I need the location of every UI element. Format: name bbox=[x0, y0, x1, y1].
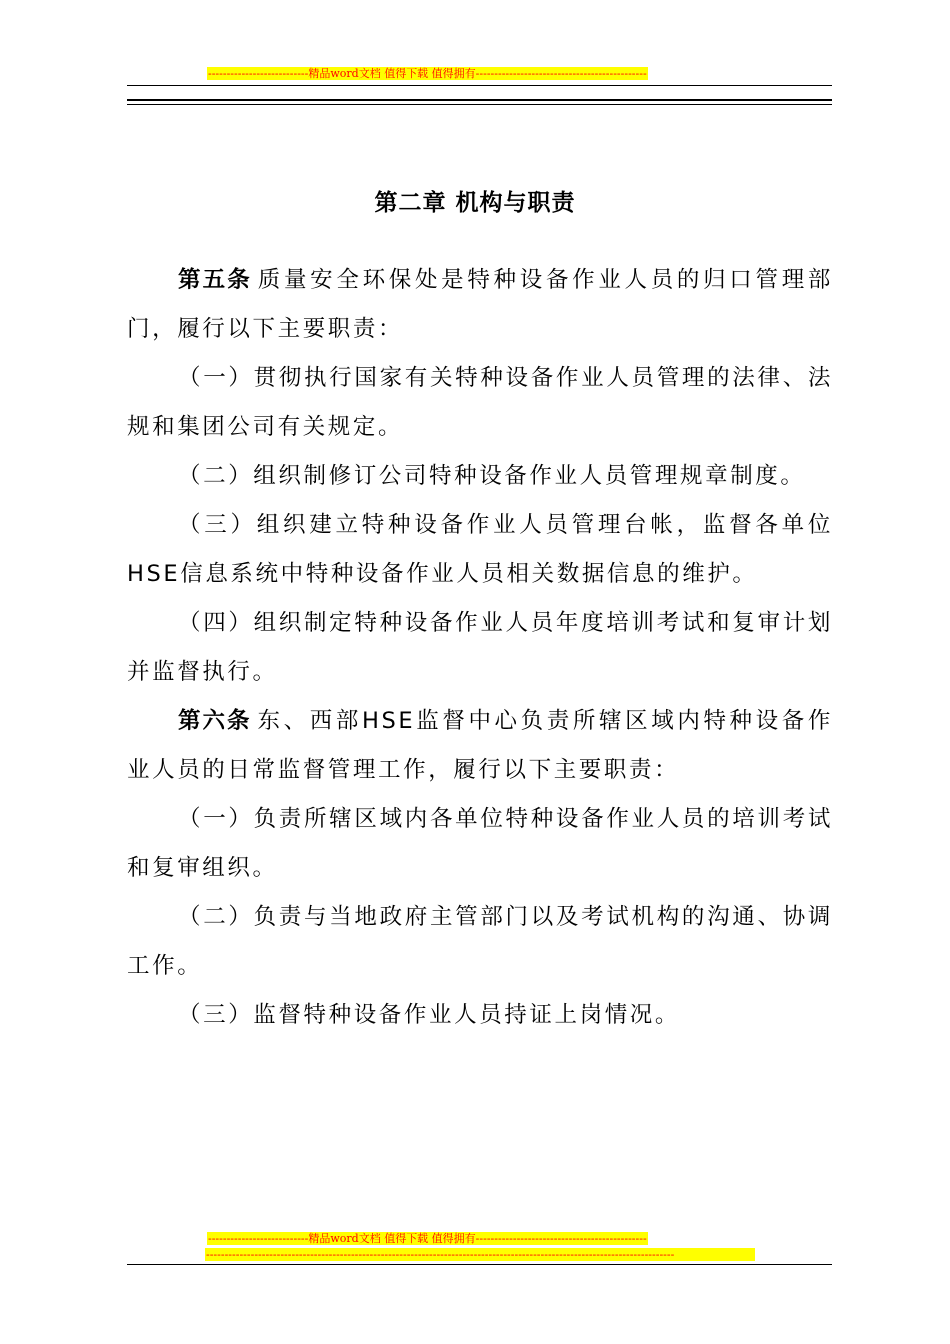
article-paragraph bbox=[127, 256, 833, 354]
list-item: （一）贯彻执行国家有关特种设备作业人员管理的法律、法规和集团公司有关规定。 bbox=[127, 365, 833, 440]
list-item: （四）组织制定特种设备作业人员年度培训考试和复审计划并监督执行。 bbox=[127, 610, 833, 685]
footer-dash-line: ------------------------------------------------------------------------------------------------------------------------------ bbox=[205, 1248, 755, 1261]
list-item: （三）监督特种设备作业人员持证上岗情况。 bbox=[178, 1002, 681, 1028]
footer-rule bbox=[127, 1264, 832, 1265]
article-number: 第六条 bbox=[178, 708, 252, 734]
article-intro: 质量安全环保处是特种设备作业人员的归口管理部门，履行以下主要职责： bbox=[127, 267, 833, 342]
header-watermark-banner: ---------------------------精品word文档 值得下载 值得拥有---------------------------------------------- bbox=[208, 67, 647, 80]
header-rule-thin bbox=[127, 104, 832, 105]
header-rule-thick bbox=[127, 99, 832, 101]
header-rule bbox=[127, 85, 832, 86]
article-number: 第五条 bbox=[178, 267, 252, 293]
chapter-title: 第二章 机构与职责 bbox=[374, 190, 576, 216]
article-intro: 东、西部HSE监督中心负责所辖区域内特种设备作业人员的日常监督管理工作，履行以下主要职责： bbox=[127, 708, 833, 783]
list-item: （二）组织制修订公司特种设备作业人员管理规章制度。 bbox=[178, 463, 806, 489]
footer-watermark-banner: ---------------------------精品word文档 值得下载 值得拥有---------------------------------------------- bbox=[208, 1232, 647, 1245]
list-item: （三）组织建立特种设备作业人员管理台帐，监督各单位HSE信息系统中特种设备作业人员相关数据信息的维护。 bbox=[127, 512, 833, 587]
list-item: （二）负责与当地政府主管部门以及考试机构的沟通、协调工作。 bbox=[127, 904, 833, 979]
article-paragraph bbox=[127, 697, 833, 795]
list-item: （一）负责所辖区域内各单位特种设备作业人员的培训考试和复审组织。 bbox=[127, 806, 833, 881]
